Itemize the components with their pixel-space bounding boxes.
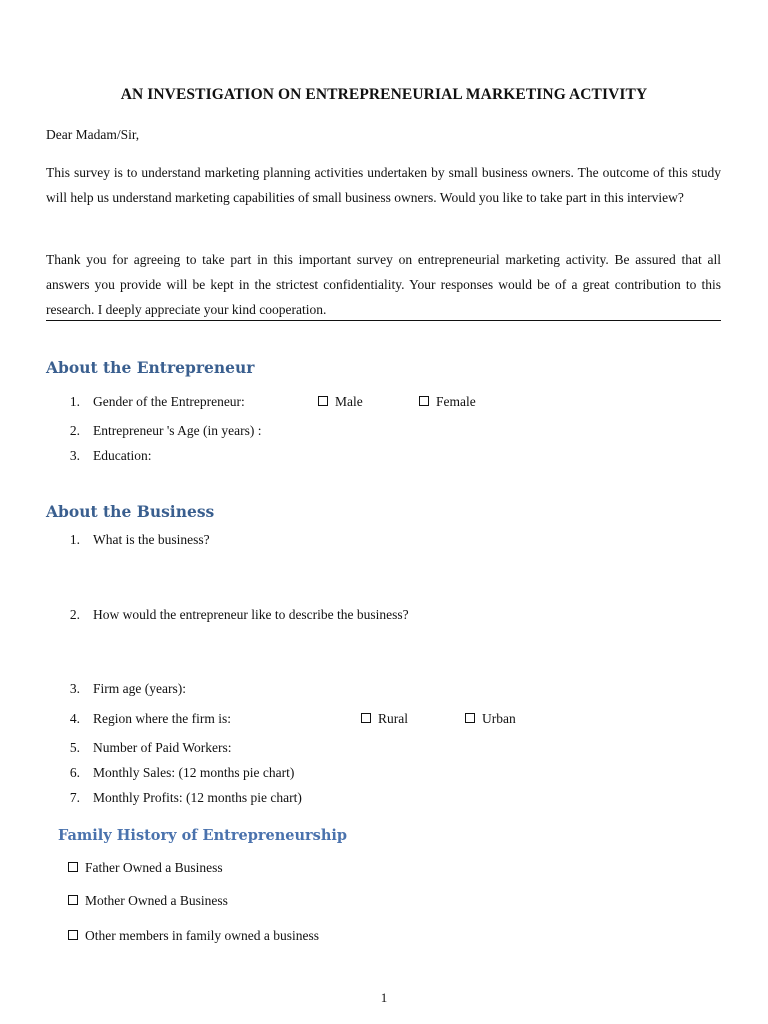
firm-age-question: Firm age (years): <box>93 681 186 696</box>
monthly-profits-question: Monthly Profits: (12 months pie chart) <box>93 790 302 805</box>
section-divider <box>46 320 721 321</box>
checkbox-rural[interactable] <box>361 713 371 723</box>
option-label: Father Owned a Business <box>85 860 223 875</box>
region-option-urban[interactable] <box>465 711 516 727</box>
checkbox-other[interactable] <box>68 930 78 940</box>
question-number: 6. <box>69 765 80 780</box>
business-heading: About the Business <box>46 502 215 521</box>
question-number: 7. <box>69 790 80 805</box>
option-label: Female <box>436 394 476 409</box>
checkbox-father[interactable] <box>68 862 78 872</box>
question-number: 3. <box>69 448 80 463</box>
gender-option-male[interactable] <box>318 394 363 410</box>
entrepreneur-heading: About the Entrepreneur <box>46 358 255 377</box>
checkbox-male[interactable] <box>318 396 328 406</box>
describe-business-question: How would the entrepreneur like to describe the business? <box>93 607 409 622</box>
region-question: Region where the firm is: <box>93 711 231 726</box>
age-question: Entrepreneur 's Age (in years) : <box>93 423 262 438</box>
question-number: 1. <box>69 532 80 547</box>
paid-workers-question: Number of Paid Workers: <box>93 740 232 755</box>
document-title: AN INVESTIGATION ON ENTREPRENEURIAL MARKETING ACTIVITY <box>120 86 648 103</box>
gender-option-female[interactable] <box>419 394 476 410</box>
checkbox-urban[interactable] <box>465 713 475 723</box>
gender-question: Gender of the Entrepreneur: <box>93 394 245 409</box>
salutation: Dear Madam/Sir, <box>46 127 140 142</box>
question-number: 1. <box>69 394 80 409</box>
thanks-paragraph: Thank you for agreeing to take part in this important survey on entrepreneurial marketing activity. Be assured that all answers you provide will be kept in the strictest confidentiality. Your responses would be of a great contribution to this research. I deeply appreciate your kind cooperation. <box>46 252 721 317</box>
education-question: Education: <box>93 448 152 463</box>
question-number: 2. <box>69 423 80 438</box>
region-option-rural[interactable] <box>361 711 408 727</box>
option-label: Rural <box>378 711 408 726</box>
monthly-sales-question: Monthly Sales: (12 months pie chart) <box>93 765 295 780</box>
option-label: Urban <box>482 711 516 726</box>
option-label: Mother Owned a Business <box>85 893 228 908</box>
option-label: Other members in family owned a business <box>85 928 319 943</box>
family-option-other[interactable] <box>68 928 319 944</box>
page-number: 1 <box>380 990 388 1005</box>
question-number: 4. <box>69 711 80 726</box>
checkbox-female[interactable] <box>419 396 429 406</box>
question-number: 3. <box>69 681 80 696</box>
checkbox-mother[interactable] <box>68 895 78 905</box>
question-number: 2. <box>69 607 80 622</box>
option-label: Male <box>335 394 363 409</box>
family-history-heading: Family History of Entrepreneurship <box>58 827 348 844</box>
intro-paragraph: This survey is to understand marketing planning activities undertaken by small business owners. The outcome of this study will help us understand marketing capabilities of small business owners. Would you like to take part in this interview? <box>46 165 721 205</box>
business-question: What is the business? <box>93 532 210 547</box>
question-number: 5. <box>69 740 80 755</box>
family-option-father[interactable] <box>68 860 223 876</box>
family-option-mother[interactable] <box>68 893 228 909</box>
